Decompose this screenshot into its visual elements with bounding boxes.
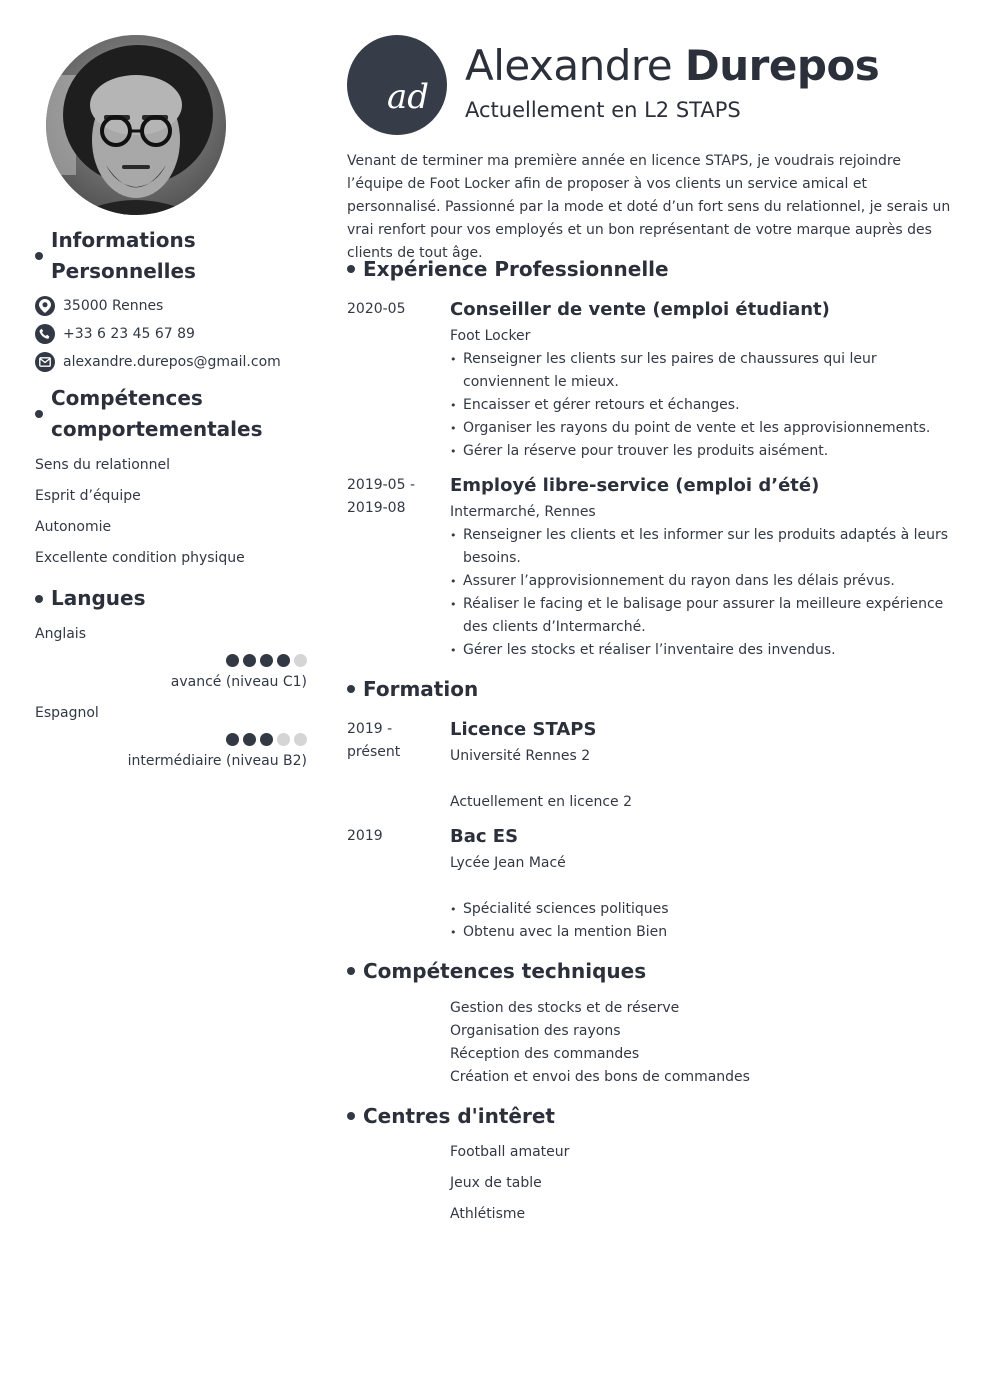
soft-skills-heading: Compétences comportementales bbox=[35, 383, 281, 445]
interest-item: Athlétisme bbox=[450, 1206, 526, 1222]
list-item: • Renseigner les clients sur les paires de chaussures qui leur conviennent le mieux. bbox=[450, 348, 955, 394]
list-item: Création et envoi des bons de commandes bbox=[450, 1069, 750, 1085]
degree-title: Bac ES bbox=[450, 826, 519, 847]
personal-info-heading: Informations Personnelles bbox=[35, 225, 281, 287]
list-item: Réception des commandes bbox=[450, 1046, 640, 1062]
degree-title: Licence STAPS bbox=[450, 719, 597, 740]
job-title: Conseiller de vente (emploi étudiant) bbox=[450, 299, 830, 320]
soft-skill-item: Sens du relationnel bbox=[35, 457, 171, 473]
soft-skill-item: Esprit d’équipe bbox=[35, 488, 141, 504]
list-item: • Réaliser le facing et le balisage pour assurer la meilleure expérience des clients d’Intermarché. bbox=[450, 593, 955, 639]
technical-skills-list bbox=[450, 997, 750, 1089]
headline: Actuellement en L2 STAPS bbox=[465, 98, 741, 122]
languages-heading: Langues bbox=[35, 583, 281, 614]
monogram-badge: ad bbox=[347, 35, 447, 135]
list-item: • Organiser les rayons du point de vente et les approvisionnements. bbox=[450, 417, 955, 440]
envelope-icon bbox=[35, 352, 55, 372]
list-item: • Assurer l’approvisionnement du rayon dans les délais prévus. bbox=[450, 570, 955, 593]
location-pin-icon bbox=[35, 296, 55, 316]
entry-date: 2019 - présent bbox=[347, 721, 401, 760]
technical-skills-heading: Compétences techniques bbox=[347, 956, 646, 986]
language-name: Espagnol bbox=[35, 705, 99, 721]
list-item: • Gérer les stocks et réaliser l’inventaire des invendus. bbox=[450, 639, 955, 662]
language-rating bbox=[226, 654, 307, 667]
profile-photo bbox=[46, 35, 226, 215]
bullet-dot-icon bbox=[347, 265, 355, 273]
language-rating bbox=[226, 733, 307, 746]
interest-item: Jeux de table bbox=[450, 1175, 542, 1191]
rating-dot-empty-icon bbox=[277, 733, 290, 746]
profile-summary: Venant de terminer ma première année en licence STAPS, je voudrais rejoindre l’équipe de Foot Locker afin de proposer à vos clients un service amical et personnalisé. Passionné par la mode et doté d’un fort sens du relationnel, je serais un vrai renfort pour vos employés et un bon représentant de votre marque auprès des clients de tout âge. bbox=[347, 153, 951, 261]
rating-dot-filled-icon bbox=[260, 733, 273, 746]
job-duties bbox=[450, 524, 955, 662]
experience-heading: Expérience Professionnelle bbox=[347, 254, 669, 284]
bullet-dot-icon bbox=[35, 252, 43, 260]
last-name: Durepos bbox=[684, 41, 880, 90]
job-duties bbox=[450, 348, 955, 463]
school: Lycée Jean Macé bbox=[450, 855, 566, 871]
rating-dot-filled-icon bbox=[226, 654, 239, 667]
list-item: Organisation des rayons bbox=[450, 1023, 621, 1039]
rating-dot-filled-icon bbox=[243, 654, 256, 667]
contact-location: 35000 Rennes bbox=[35, 296, 163, 316]
bullet-dot-icon bbox=[347, 1112, 355, 1120]
education-heading: Formation bbox=[347, 674, 478, 704]
soft-skill-item: Autonomie bbox=[35, 519, 112, 535]
list-item: Gestion des stocks et de réserve bbox=[450, 1000, 680, 1016]
person-portrait-icon bbox=[46, 35, 226, 215]
education-note: Actuellement en licence 2 bbox=[450, 794, 633, 810]
language-level: intermédiaire (niveau B2) bbox=[127, 753, 307, 769]
rating-dot-empty-icon bbox=[294, 733, 307, 746]
bullet-dot-icon bbox=[347, 685, 355, 693]
entry-date: 2020-05 bbox=[347, 301, 406, 317]
language-name: Anglais bbox=[35, 626, 86, 642]
language-level: avancé (niveau C1) bbox=[170, 674, 307, 690]
soft-skill-item: Excellente condition physique bbox=[35, 550, 245, 566]
list-item: • Gérer la réserve pour trouver les produits aisément. bbox=[450, 440, 955, 463]
interest-item: Football amateur bbox=[450, 1144, 570, 1160]
company: Intermarché, Rennes bbox=[450, 504, 596, 520]
first-name: Alexandre bbox=[465, 41, 673, 90]
job-title: Employé libre-service (emploi d’été) bbox=[450, 475, 820, 496]
education-details bbox=[450, 898, 955, 944]
interests-heading: Centres d'intêret bbox=[347, 1101, 555, 1131]
list-item: • Encaisser et gérer retours et échanges. bbox=[450, 394, 955, 417]
rating-dot-filled-icon bbox=[226, 733, 239, 746]
contact-email[interactable]: alexandre.durepos@gmail.com bbox=[35, 352, 281, 372]
bullet-dot-icon bbox=[35, 410, 43, 418]
list-item: • Renseigner les clients et les informer sur les produits adaptés à leurs besoins. bbox=[450, 524, 955, 570]
bullet-dot-icon bbox=[35, 595, 43, 603]
entry-date: 2019-05 - 2019-08 bbox=[347, 477, 415, 516]
list-item: • Spécialité sciences politiques bbox=[450, 898, 955, 921]
list-item: • Obtenu avec la mention Bien bbox=[450, 921, 955, 944]
contact-phone[interactable]: +33 6 23 45 67 89 bbox=[35, 324, 195, 344]
company: Foot Locker bbox=[450, 328, 531, 344]
rating-dot-filled-icon bbox=[277, 654, 290, 667]
rating-dot-filled-icon bbox=[260, 654, 273, 667]
school: Université Rennes 2 bbox=[450, 748, 591, 764]
entry-date: 2019 bbox=[347, 828, 383, 844]
rating-dot-filled-icon bbox=[243, 733, 256, 746]
candidate-name bbox=[465, 38, 879, 94]
rating-dot-empty-icon bbox=[294, 654, 307, 667]
phone-icon bbox=[35, 324, 55, 344]
bullet-dot-icon bbox=[347, 967, 355, 975]
